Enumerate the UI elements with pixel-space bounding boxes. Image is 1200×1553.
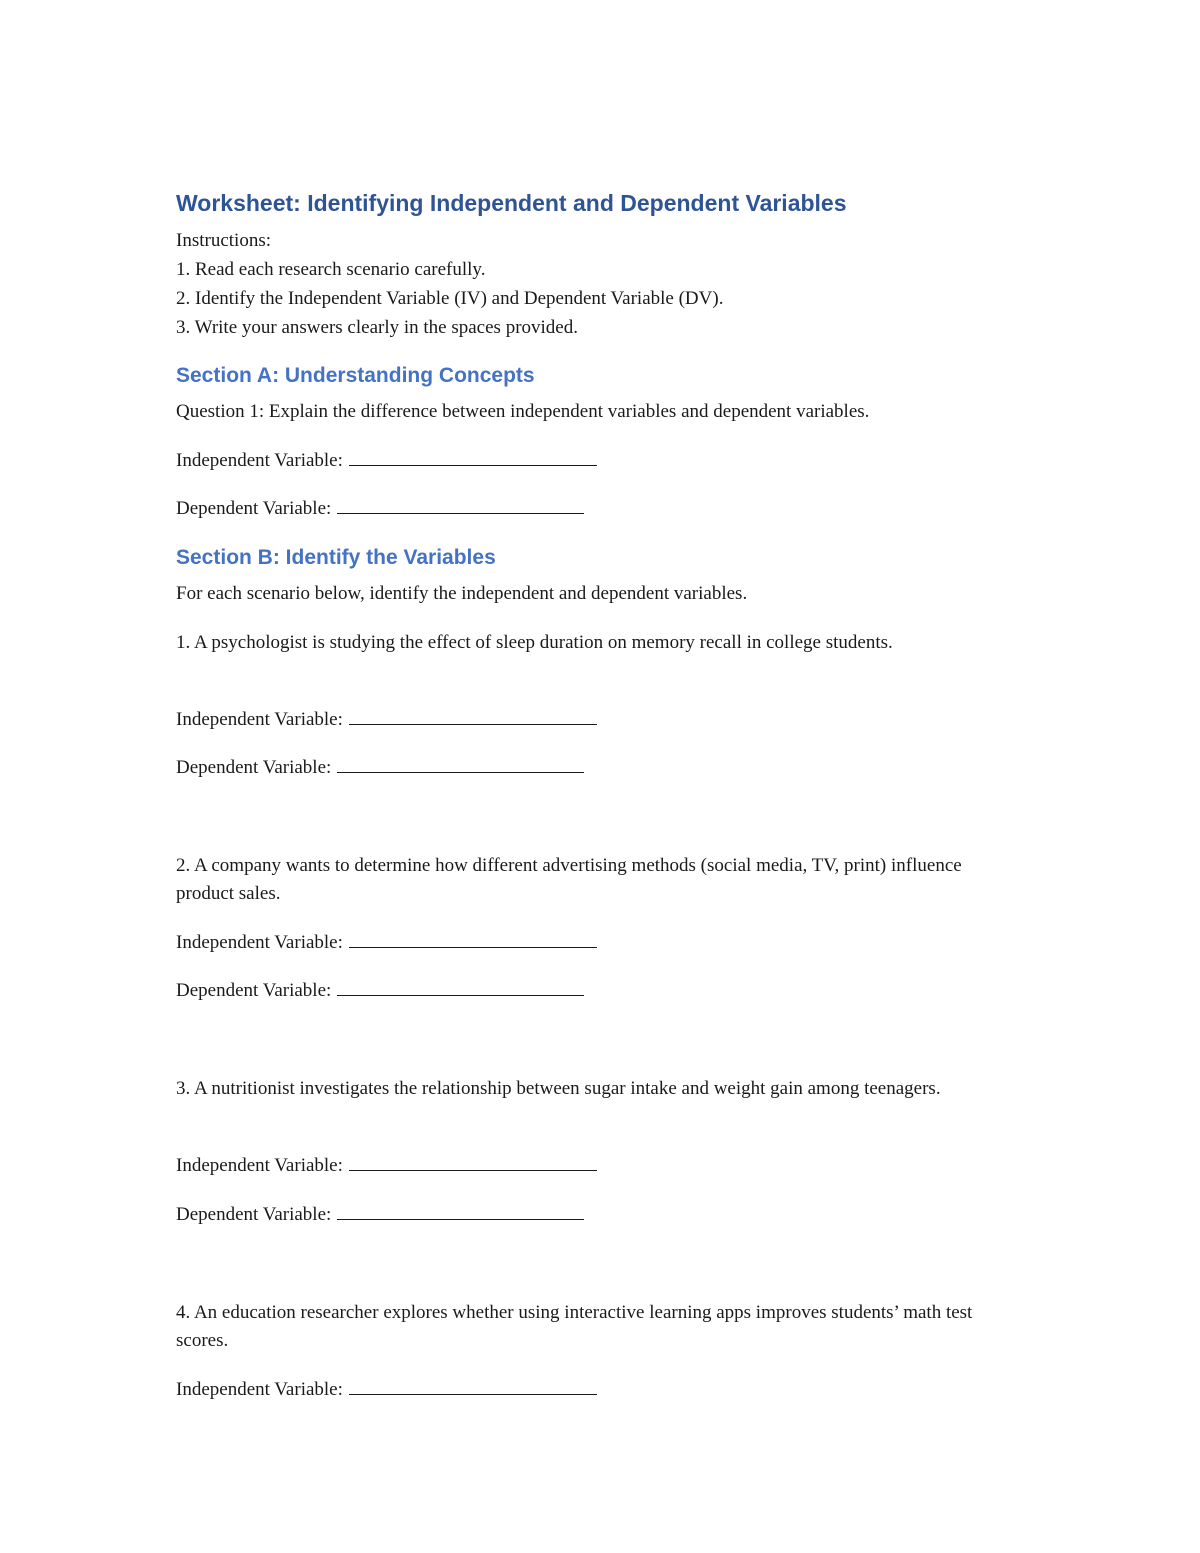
section-a-iv-field [176, 447, 597, 475]
iv-label: Independent Variable: [176, 932, 343, 953]
scenario-4-iv-field [176, 1376, 597, 1404]
answer-blank[interactable] [337, 495, 584, 514]
scenario-4-text: 4. An education researcher explores whether using interactive learning apps improves students’ math test scores. [176, 1302, 973, 1351]
section-a-question: Question 1: Explain the difference between independent variables and dependent variables. [176, 401, 870, 422]
scenario-1-text: 1. A psychologist is studying the effect of sleep duration on memory recall in college students. [176, 632, 893, 653]
answer-blank[interactable] [337, 754, 584, 773]
section-a-heading: Section A: Understanding Concepts [176, 364, 535, 387]
section-a-dv-field [176, 495, 584, 523]
answer-blank[interactable] [349, 706, 597, 725]
answer-blank[interactable] [337, 977, 584, 996]
worksheet-title: Worksheet: Identifying Independent and Dependent Variables [176, 190, 847, 216]
iv-label: Independent Variable: [176, 1379, 343, 1400]
answer-blank[interactable] [349, 1376, 597, 1395]
iv-label: Independent Variable: [176, 1155, 343, 1176]
scenario-3-text: 3. A nutritionist investigates the relationship between sugar intake and weight gain among teenagers. [176, 1078, 941, 1099]
scenario-2-iv-field [176, 929, 597, 957]
iv-label: Independent Variable: [176, 709, 343, 730]
scenario-3-dv-field [176, 1201, 584, 1229]
answer-blank[interactable] [349, 929, 597, 948]
instruction-item-1: 1. Read each research scenario carefully. [176, 259, 486, 280]
dv-label: Dependent Variable: [176, 1204, 332, 1225]
instructions-heading: Instructions: [176, 230, 271, 251]
dv-label: Dependent Variable: [176, 757, 332, 778]
section-b-heading: Section B: Identify the Variables [176, 546, 496, 569]
answer-blank[interactable] [349, 447, 597, 466]
section-b-intro: For each scenario below, identify the independent and dependent variables. [176, 583, 748, 604]
dv-label: Dependent Variable: [176, 980, 332, 1001]
scenario-1-dv-field [176, 754, 584, 782]
scenario-2-dv-field [176, 977, 584, 1005]
scenario-1-iv-field [176, 706, 597, 734]
instruction-item-3: 3. Write your answers clearly in the spaces provided. [176, 317, 578, 338]
answer-blank[interactable] [349, 1152, 597, 1171]
instruction-item-2: 2. Identify the Independent Variable (IV) and Dependent Variable (DV). [176, 288, 724, 309]
dv-label: Dependent Variable: [176, 498, 332, 519]
scenario-2-text: 2. A company wants to determine how different advertising methods (social media, TV, print) influence product sales. [176, 855, 962, 904]
scenario-3-iv-field [176, 1152, 597, 1180]
answer-blank[interactable] [337, 1201, 584, 1220]
iv-label: Independent Variable: [176, 450, 343, 471]
